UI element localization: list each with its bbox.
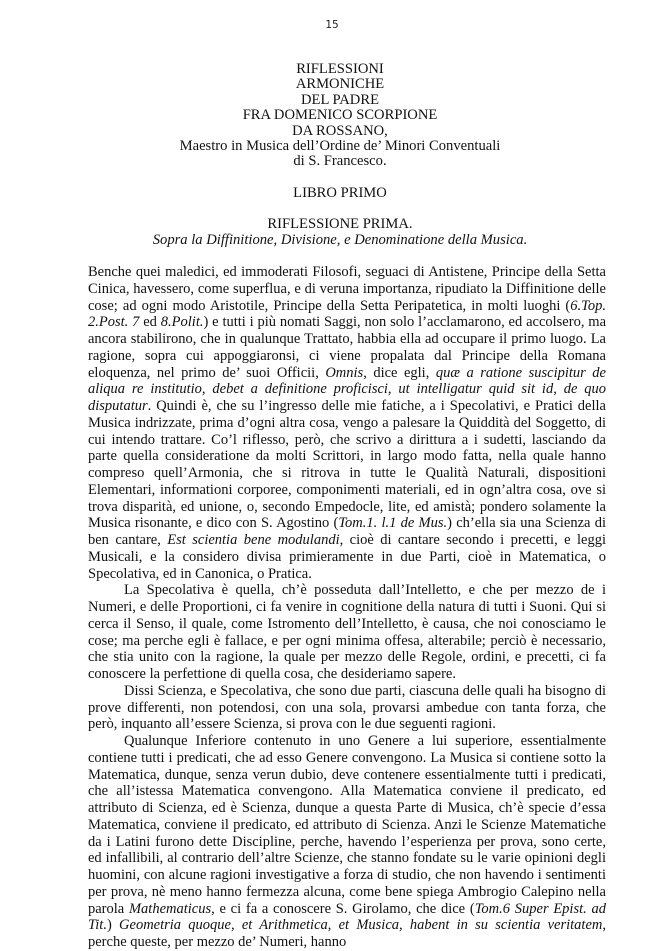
- text-run: . Quindi è, che su l’ingresso delle mie fatiche, a i Specolativi, e Pratici della Musica indrizzate, prima d’ogni altra cosa, vengo a palesare la Quiddità del Soggetto, di cui intendo trattare. Co’l riflesso, però, che scrivo a dirittura a i sudetti, lasciando da parte quella consideratione da molti Scrittori, in largo modo fatta, nella quale hanno compreso quell’Armonia, che si ritrova in tutte le Qualità Naturali, dispositioni Elementari, informationi corporee, componimenti materiali, ed in ogn’altra cosa, ove si trova disparità, ed unione, o, secondo Empedocle, lite, ed amistà; pondero solamente la Musica risonante, e dico con S. Agostino (: [88, 398, 606, 532]
- spacer: [60, 170, 620, 186]
- title-line-2: ARMONICHE: [295, 76, 385, 93]
- latin-quote: quæ a ratione suscipitur de aliqua re institutio, debet a definitione proficisci, ut intelligatur quid sit id, de quo disputatur: [88, 364, 606, 414]
- latin-quote: Est scientia bene modulandi: [167, 532, 340, 548]
- chapter-subtitle: Sopra la Diffinitione, Divisione, e Denominatione della Musica.: [152, 231, 528, 248]
- title-line-origin: DA ROSSANO,: [292, 122, 388, 139]
- text-run: ): [106, 917, 120, 934]
- title-line-1: RIFLESSIONI: [296, 61, 384, 77]
- page-number: 15: [325, 19, 339, 31]
- body-text: [88, 264, 606, 951]
- spacer: [60, 201, 620, 217]
- citation: 8.Polit.: [160, 314, 204, 331]
- book-heading: LIBRO PRIMO: [293, 184, 387, 201]
- text-run: Benche quei maledici, ed immoderati Filosofi, seguaci di Antistene, Principe della Setta Cinica, havessero, come superflua, e di veruna importanza, ripudiato la Diffinitione delle cose; ad ogni modo Aristotile, Principe della Setta Peripatetica, in molti luoghi (: [88, 264, 606, 314]
- text-run: ) ch’ella sia una Scienza di ben cantare,: [88, 515, 606, 548]
- text-run: , cioè di cantare secondo i precetti, e leggi Musicali, e la considero divisa primieramente in due Parti, cioè in Matematica, o Specolativa, ed in Canonica, o Pratica.: [88, 532, 606, 582]
- chapter-heading: RIFLESSIONE PRIMA.: [267, 216, 413, 233]
- title-line-author: FRA DOMENICO SCORPIONE: [242, 107, 438, 124]
- paragraph-3: Dissi Scienza, e Specolativa, che sono due parti, ciascuna delle quali ha bisogno di prove differenti, non potendosi, con una sola, provarsi ambedue con tanta forza, che però, inquanto all’essere Scienza, si prova con le due seguenti ragioni.: [88, 682, 606, 733]
- latin-term: Mathematicus: [128, 900, 212, 917]
- text-run: , perche queste, per mezzo de’ Numeri, hanno: [88, 917, 606, 950]
- text-run: , e ci fa a conoscere S. Girolamo, che dice (: [211, 900, 475, 917]
- title-line-3: DEL PADRE: [301, 91, 379, 108]
- title-line-order: di S. Francesco.: [293, 153, 387, 170]
- text-run: Qualunque Inferiore contenuto in uno Genere a lui superiore, essentialmente contiene tutti i predicati, che ad esso Genere convengono. La Musica si contiene sotto la Matematica, dunque, senza verun dubio, deve contenere essentialmente tutti i predicati, che all’istessa Matematica convengono. Alla Matematica conviene il predicato, ed attributo di Scienza, ed è Scienza, dunque a questa Parte di Musica, ch’è specie d’essa Matematica, conviene il predicato, ed attributo di Scienza. Anzi le Scienze Matematiche da i Latini furono dette Discipline, perche, havendo l’esperienza per prova, sono certe, ed infallibili, al contrario dell’altre Scienze, che stanno fondate su le varie opinioni degli huomini, con alcune ragioni investigative a forza di studio, che non havendo i sentimenti per prova, nè meno hanno fermezza alcuna, come bene spiega Ambrogio Calepino nella parola: [88, 733, 606, 917]
- text-run: , dice egli,: [363, 364, 436, 381]
- paragraph-1: [88, 264, 606, 582]
- paragraph-2: La Specolativa è quella, ch’è posseduta dall’Intelletto, e che per mezzo de i Numeri, e delle Proportioni, ci fa venire in cognitione della natura di tutti i Suoni. Qui si cerca il Senso, il quale, come Istromento dell’Intelletto, è causa, che noi conosciamo le cose; ma perche egli è fallace, e per ogni minima offesa, alterabile; perciò è necessario, che stia unito con la ragione, la quale per mezzo delle Regole, ordini, e precetti, ci fa conoscere la perfettione di quella cosa, che desideriamo sapere.: [88, 582, 606, 682]
- citation: 6.Top. 2.Post. 7: [88, 297, 606, 331]
- latin-quote: Geometria quoque, et Arithmetica, et Musica, habent in su scientia veritatem: [119, 917, 603, 934]
- citation: Tom.1. l.1 de Mus.: [338, 515, 448, 532]
- title-line-role: Maestro in Musica dell’Ordine de’ Minori Conventuali: [179, 138, 501, 155]
- latin-quote: Omnis: [325, 364, 364, 381]
- paragraph-4: [88, 733, 606, 951]
- text-run: ) e tutti i più nomati Saggi, non solo l’acclamarono, ed accolsero, ma ancora stabilirono, che in qualunque Trattato, habbia ella ad occupare il primo luogo. La ragione, sopra cui appoggiaronsi, ci viene propalata dal Principe della Romana eloquenza, nel primo de’ suoi Officii,: [88, 314, 607, 381]
- title-block: [60, 62, 620, 248]
- text-run: ed: [139, 314, 161, 331]
- citation: Tom.6 Super Epist. ad Tit.: [88, 900, 606, 934]
